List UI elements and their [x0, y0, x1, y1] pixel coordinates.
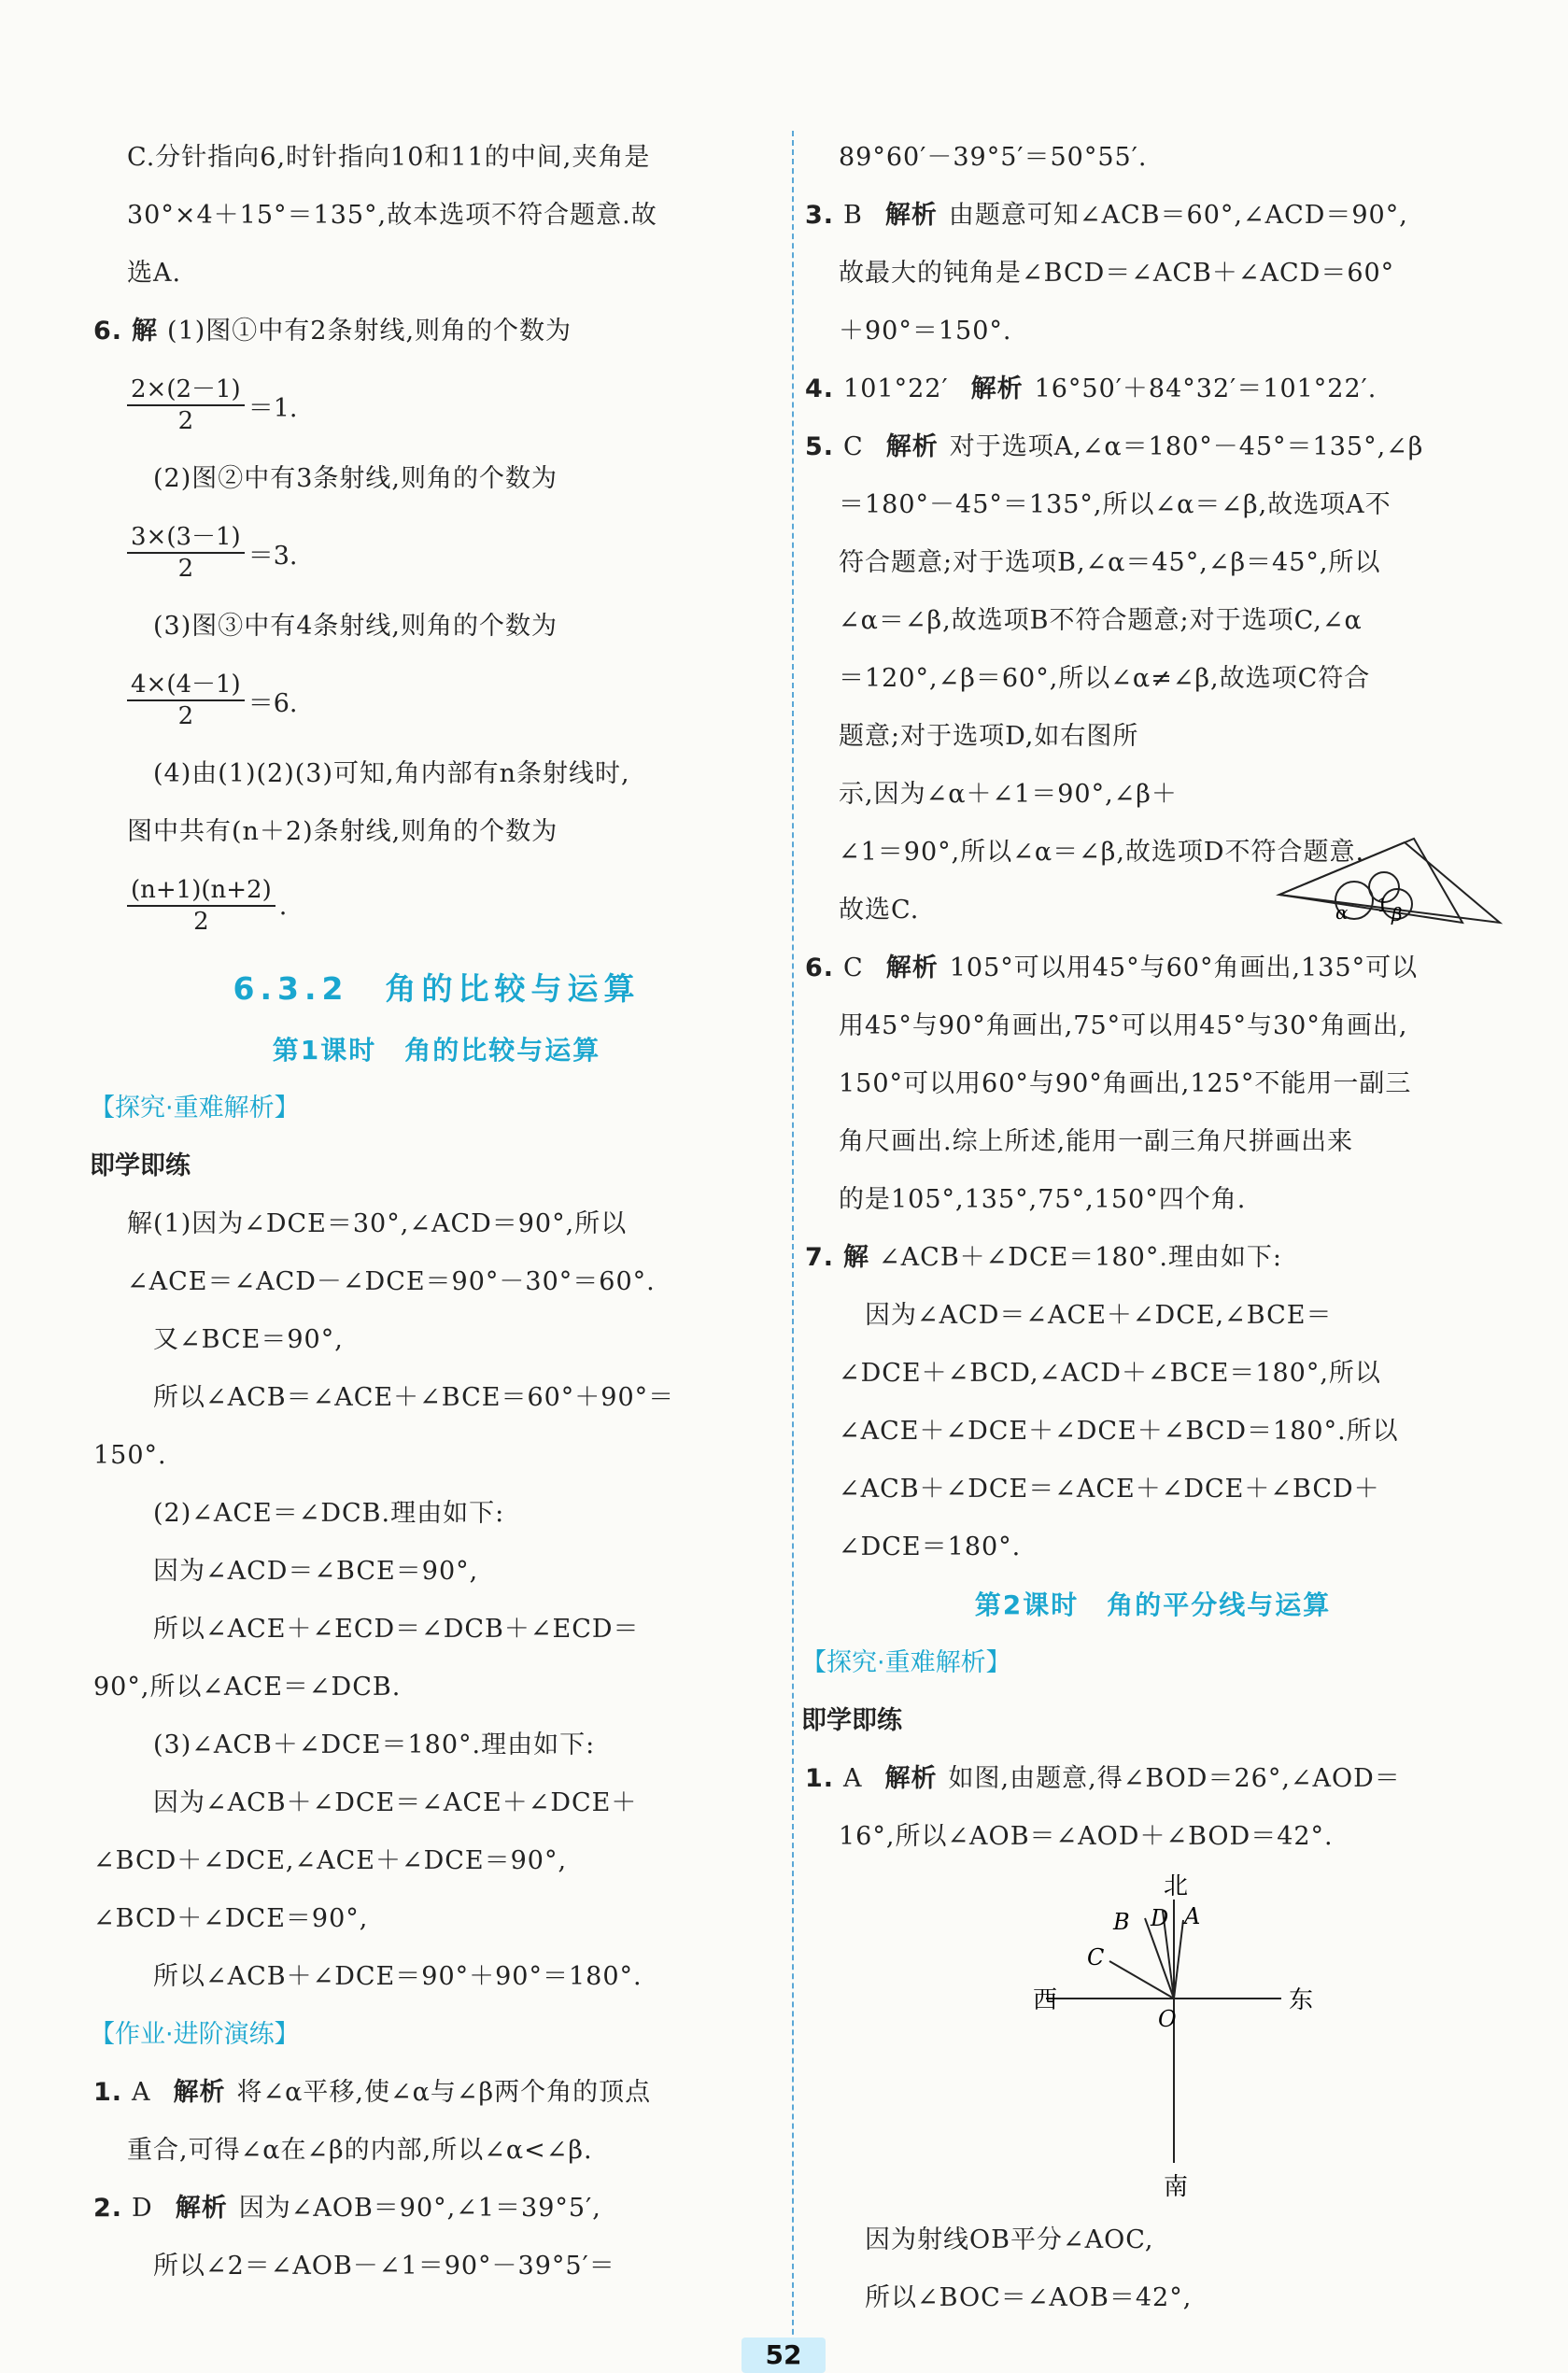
fraction [127, 875, 275, 937]
text: 对于选项A,∠α＝180°－45°＝135°,∠β [949, 432, 1424, 461]
q7-line [805, 1229, 1501, 1287]
point-c-label: C [1087, 1944, 1105, 1970]
answer: 101°22′ [843, 374, 949, 403]
lesson-title: 第1课时 角的比较与运算 [272, 1035, 601, 1066]
text: 16°50′＋84°32′＝101°22′. [1034, 374, 1377, 403]
homework-tag: 【作业·进阶演练】 [90, 2020, 300, 2049]
column-divider [792, 131, 794, 2372]
text-line: ＝180°－45°＝135°,所以∠α＝∠β,故选项A不 [839, 490, 1391, 519]
answer: B [843, 201, 863, 230]
q3-line [805, 187, 1501, 245]
west-label: 西 [1033, 1986, 1058, 2014]
text-line: 因为∠ACD＝∠ACE＋∠DCE,∠BCE＝ [865, 1301, 1333, 1330]
text-line: 所以∠ACE＋∠ECD＝∠DCB＋∠ECD＝ [153, 1615, 640, 1644]
fraction-row [93, 861, 780, 951]
text-line: ∠BCD＋∠DCE＝90°, [93, 1904, 369, 1933]
direction-figure [805, 1866, 1501, 2211]
result: ＝1. [247, 393, 298, 423]
question-number: 2. [93, 2194, 123, 2223]
text-line: 示,因为∠α＋∠1＝90°,∠β＋ [839, 780, 1178, 809]
question-number: 3. [805, 201, 835, 230]
practice-heading: 即学即练 [90, 1151, 191, 1180]
east-label: 东 [1289, 1986, 1314, 2014]
analysis-label: 解析 [885, 432, 939, 461]
practice-heading: 即学即练 [801, 1706, 902, 1735]
text-line: (3)∠ACB＋∠DCE＝180°.理由如下: [153, 1730, 596, 1759]
text-line: 89°60′－39°5′＝50°55′. [839, 143, 1148, 172]
question-number: 5. [805, 432, 835, 461]
text: (1)图①中有2条射线,则角的个数为 [167, 317, 572, 346]
text-line: 因为∠ACD＝∠BCE＝90°, [153, 1557, 479, 1586]
fraction [127, 374, 245, 436]
text-line: 故选C. [839, 896, 920, 925]
text-line: 图中共有(n＋2)条射线,则角的个数为 [127, 817, 558, 846]
fraction-row [93, 360, 780, 450]
analysis-label: 解析 [173, 2078, 226, 2107]
question-number: 6. [805, 953, 835, 982]
text-line: ∠ACE＝∠ACD－∠DCE＝90°－30°＝60°. [127, 1267, 656, 1296]
q6-line [805, 939, 1501, 997]
text-line: (4)由(1)(2)(3)可知,角内部有n条射线时, [153, 759, 630, 788]
numerator: 4×(4－1) [127, 670, 245, 701]
beta-label: β [1391, 903, 1403, 925]
analysis-label: 解析 [970, 374, 1024, 403]
solution-label: 解 [132, 317, 159, 346]
text: 如图,由题意,得∠BOD＝26°,∠AOD＝ [948, 1764, 1401, 1793]
analysis-label: 解析 [175, 2194, 228, 2223]
fraction-row [93, 508, 780, 598]
north-label: 北 [1164, 1872, 1189, 1900]
answer: C [843, 953, 864, 982]
text-line: 所以∠BOC＝∠AOB＝42°, [865, 2283, 1193, 2312]
fraction [127, 522, 245, 584]
text-line: 因为射线OB平分∠AOC, [865, 2225, 1154, 2254]
text-line: 选A. [127, 259, 182, 288]
text-line: 解(1)因为∠DCE＝30°,∠ACD＝90°,所以 [127, 1209, 628, 1238]
text-line: (3)图③中有4条射线,则角的个数为 [153, 612, 558, 641]
text-line: ∠DCE＝180°. [839, 1533, 1022, 1561]
q4-line [805, 360, 1501, 418]
text-line: 所以∠2＝∠AOB－∠1＝90°－39°5′＝ [153, 2252, 615, 2281]
text-line: 30°×4＋15°＝135°,故本选项不符合题意.故 [127, 201, 657, 230]
text-line: ＋90°＝150°. [839, 317, 1012, 346]
fraction-row [93, 656, 780, 745]
denominator: 2 [177, 702, 194, 730]
point-o-label: O [1158, 2006, 1177, 2032]
answer: D [132, 2194, 153, 2223]
question-number: 7. [805, 1243, 835, 1272]
text-line: 150°. [93, 1441, 167, 1470]
text-line: 的是105°,135°,75°,150°四个角. [839, 1185, 1247, 1214]
lesson-title: 第2课时 角的平分线与运算 [974, 1589, 1332, 1620]
triangle-figure [1274, 837, 1507, 943]
denominator: 2 [193, 908, 209, 936]
result: . [278, 891, 288, 921]
question-number: 1. [805, 1764, 835, 1793]
text-line: (2)图②中有3条射线,则角的个数为 [153, 464, 558, 493]
text-line: ＝120°,∠β＝60°,所以∠α≠∠β,故选项C符合 [839, 664, 1371, 693]
section-title: 6.3.2 角的比较与运算 [233, 970, 641, 1007]
text-line: ∠DCE＋∠BCD,∠ACD＋∠BCE＝180°,所以 [839, 1359, 1381, 1388]
point-b-label: B [1113, 1909, 1130, 1935]
point-d-label: D [1151, 1905, 1169, 1931]
text-line: 用45°与90°角画出,75°可以用45°与30°角画出, [839, 1011, 1408, 1040]
numerator: 3×(3－1) [127, 522, 245, 554]
q6-line [93, 303, 780, 360]
hw2-line [93, 2180, 780, 2238]
text-line: 题意;对于选项D,如右图所 [839, 722, 1139, 751]
text-line: 16°,所以∠AOB＝∠AOD＋∠BOD＝42°. [839, 1822, 1334, 1851]
answer: C [843, 432, 864, 461]
answer: A [843, 1764, 863, 1793]
alpha-label: α [1335, 901, 1349, 924]
question-number: 4. [805, 374, 835, 403]
right-column [801, 129, 1501, 2327]
text-line: ∠ACB＋∠DCE＝∠ACE＋∠DCE＋∠BCD＋ [839, 1475, 1380, 1504]
question-number: 1. [93, 2078, 123, 2107]
text-line: ∠1＝90°,所以∠α＝∠β,故选项D不符合题意. [839, 838, 1365, 867]
text-line: C.分针指向6,时针指向10和11的中间,夹角是 [127, 143, 651, 172]
text-line: 重合,可得∠α在∠β的内部,所以∠α<∠β. [127, 2136, 593, 2165]
text-line: 90°,所以∠ACE＝∠DCB. [93, 1673, 402, 1702]
numerator: (n+1)(n+2) [127, 875, 275, 907]
one-label: 1 [1377, 894, 1389, 916]
q5-line [805, 418, 1501, 476]
south-label: 南 [1164, 2173, 1189, 2201]
text-line: ∠α＝∠β,故选项B不符合题意;对于选项C,∠α [839, 606, 1363, 635]
text: 将∠α平移,使∠α与∠β两个角的顶点 [236, 2078, 652, 2107]
text-line: 因为∠ACB＋∠DCE＝∠ACE＋∠DCE＋ [153, 1788, 638, 1817]
p1-line [805, 1750, 1501, 1808]
solution-label: 解 [843, 1243, 870, 1272]
text-line: 150°可以用60°与90°角画出,125°不能用一副三 [839, 1069, 1412, 1098]
left-column [90, 129, 780, 2295]
result: ＝6. [247, 688, 298, 718]
text-line: (2)∠ACE＝∠DCB.理由如下: [153, 1499, 505, 1528]
explore-tag: 【探究·重难解析】 [90, 1094, 300, 1123]
text-line: ∠BCD＋∠DCE,∠ACE＋∠DCE＝90°, [93, 1846, 568, 1875]
result: ＝3. [247, 541, 298, 571]
hw1-line [93, 2064, 780, 2122]
text: 105°可以用45°与60°角画出,135°可以 [949, 953, 1419, 982]
text-line: 所以∠ACB＝∠ACE＋∠BCE＝60°＋90°＝ [153, 1383, 675, 1412]
denominator: 2 [177, 407, 194, 435]
page-number: 52 [742, 2338, 826, 2373]
text: ∠ACB＋∠DCE＝180°.理由如下: [879, 1243, 1283, 1272]
text-line: 角尺画出.综上所述,能用一副三角尺拼画出来 [839, 1127, 1354, 1156]
explore-tag: 【探究·重难解析】 [801, 1648, 1011, 1677]
numerator: 2×(2－1) [127, 374, 245, 406]
text: 因为∠AOB＝90°,∠1＝39°5′, [238, 2194, 601, 2223]
text-line: 故最大的钝角是∠BCD＝∠ACB＋∠ACD＝60° [839, 259, 1395, 288]
text-line: ∠ACE＋∠DCE＋∠DCE＋∠BCD＝180°.所以 [839, 1417, 1399, 1446]
text-line: 符合题意;对于选项B,∠α＝45°,∠β＝45°,所以 [839, 548, 1381, 577]
fraction [127, 670, 245, 731]
question-number: 6. [93, 317, 123, 346]
analysis-label: 解析 [885, 953, 939, 982]
answer: A [132, 2078, 151, 2107]
text: 由题意可知∠ACB＝60°,∠ACD＝90°, [948, 201, 1408, 230]
text-line: 又∠BCE＝90°, [153, 1325, 344, 1354]
analysis-label: 解析 [884, 1764, 938, 1793]
analysis-label: 解析 [884, 201, 938, 230]
text-line: 所以∠ACB＋∠DCE＝90°＋90°＝180°. [153, 1962, 643, 1991]
denominator: 2 [177, 555, 194, 583]
point-a-label: A [1184, 1903, 1201, 1929]
